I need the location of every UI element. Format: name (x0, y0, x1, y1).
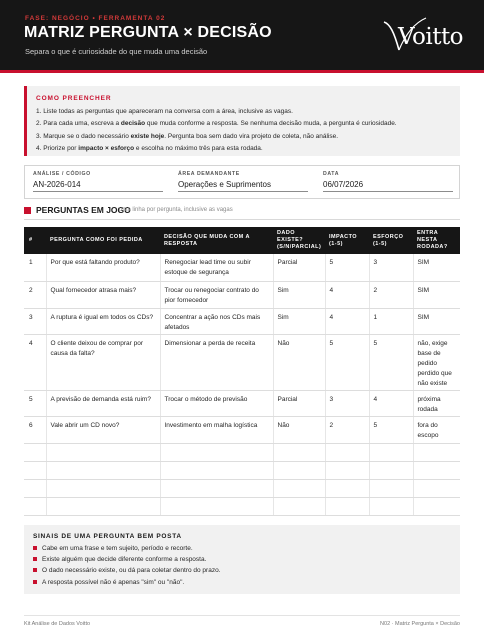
instruction-step: 3. Marque se o dado necessário existe hoje. Pergunta boa sem dado vira projeto de coleta, não análise. (36, 132, 339, 140)
field-label: ÁREA DEMANDANTE (178, 171, 240, 177)
cell-num[interactable]: 4 (24, 334, 46, 390)
cell-decision[interactable]: Trocar o método de previsão (160, 390, 273, 416)
field-value: 06/07/2026 (323, 180, 364, 189)
col-header-impact: IMPACTO (1-5) (325, 227, 369, 254)
cell-effort[interactable]: 4 (369, 390, 413, 416)
page-title: MATRIZ PERGUNTA × DECISÃO (24, 24, 272, 41)
table-header-row (24, 227, 460, 254)
cell-impact[interactable]: 3 (325, 390, 369, 416)
section-marker-icon (24, 207, 31, 214)
cell-question[interactable]: Vale abrir um CD novo? (46, 416, 160, 443)
list-item: Cabe em uma frase e tem sujeito, período e recorte. (33, 543, 221, 554)
cell-decision[interactable]: Concentrar a ação nos CDs mais afetados (160, 308, 273, 334)
field-label: ANÁLISE / CÓDIGO (33, 171, 91, 177)
cell-impact[interactable]: 5 (325, 334, 369, 390)
signs-list (33, 543, 221, 588)
cell-decision[interactable]: Trocar ou renegociar contrato do pior fornecedor (160, 281, 273, 308)
col-header-effort: ESFORÇO (1-5) (369, 227, 413, 254)
instruction-step: 4. Priorize por impacto × esforço e escolha no máximo três para esta rodada. (36, 145, 263, 153)
list-item: A resposta possível não é apenas "sim" ou "não". (33, 577, 221, 588)
col-header-num: # (24, 227, 46, 254)
cell-question[interactable]: A ruptura é igual em todos os CDs? (46, 308, 160, 334)
cell-round[interactable]: SIM (413, 308, 460, 334)
footer-page-ref: N02 · Matriz Pergunta × Decisão (380, 621, 460, 627)
table-row (24, 308, 460, 334)
cell-effort[interactable]: 3 (369, 254, 413, 281)
table-row (24, 281, 460, 308)
cell-impact[interactable]: 4 (325, 308, 369, 334)
instruction-step: 1. Liste todas as perguntas que apareceram na conversa com a área, inclusive as vagas. (36, 108, 293, 115)
footer-divider (24, 615, 460, 616)
square-bullet-icon (33, 557, 37, 561)
cell-effort[interactable]: 2 (369, 281, 413, 308)
cell-data[interactable]: Não (273, 334, 325, 390)
page-subtitle: Separa o que é curiosidade do que muda uma decisão (25, 47, 208, 56)
good-question-signs-panel (24, 525, 460, 594)
cell-effort[interactable]: 5 (369, 416, 413, 443)
voitto-logo (382, 16, 464, 56)
col-header-decision: DECISÃO QUE MUDA COM A RESPOSTA (160, 227, 273, 254)
requesting-area-field[interactable] (170, 166, 315, 198)
cell-num[interactable]: 2 (24, 281, 46, 308)
cell-num[interactable]: 6 (24, 416, 46, 443)
cell-round[interactable]: SIM (413, 254, 460, 281)
cell-effort[interactable]: 1 (369, 308, 413, 334)
phase-kicker: FASE: NEGÓCIO • FERRAMENTA 02 (25, 15, 166, 22)
instructions-panel (24, 86, 460, 156)
date-field[interactable] (315, 166, 460, 198)
cell-impact[interactable]: 4 (325, 281, 369, 308)
col-header-round: ENTRA NESTA RODADA? (413, 227, 460, 254)
field-value: AN-2026-014 (33, 180, 81, 189)
field-underline (33, 191, 163, 192)
instruction-step: 2. Para cada uma, escreva a decisão que muda conforme a resposta. Se nenhuma decisão muda, a pergunta é curiosidade. (36, 120, 397, 128)
cell-decision[interactable]: Renegociar lead time ou subir estoque de segurança (160, 254, 273, 281)
cell-question[interactable]: O cliente deixou de comprar por causa da falta? (46, 334, 160, 390)
cell-impact[interactable]: 2 (325, 416, 369, 443)
cell-num[interactable]: 1 (24, 254, 46, 281)
col-header-data: DADO EXISTE? (S/N/PARCIAL) (273, 227, 325, 254)
logo-wordmark: Voitto (398, 24, 464, 50)
table-row (24, 254, 460, 281)
section-divider (24, 219, 460, 220)
square-bullet-icon (33, 546, 37, 550)
footer-kit-name: Kit Análise de Dados Voitto (24, 621, 91, 627)
cell-round[interactable]: próxima rodada (413, 390, 460, 416)
cell-question[interactable]: Por que está faltando produto? (46, 254, 160, 281)
cell-question[interactable]: Qual fornecedor atrasa mais? (46, 281, 160, 308)
cell-effort[interactable]: 5 (369, 334, 413, 390)
section-subtitle: uma linha por pergunta, inclusive as vagas (119, 207, 233, 213)
cell-round[interactable]: SIM (413, 281, 460, 308)
cell-question[interactable]: A previsão de demanda está ruim? (46, 390, 160, 416)
analysis-fields (24, 165, 460, 199)
instructions-list (36, 106, 397, 156)
square-bullet-icon (33, 580, 37, 584)
field-label: DATA (323, 171, 340, 177)
signs-title: SINAIS DE UMA PERGUNTA BEM POSTA (33, 533, 182, 540)
field-value: Operações e Suprimentos (178, 180, 271, 189)
cell-data[interactable]: Não (273, 416, 325, 443)
cell-decision[interactable]: Investimento em malha logística (160, 416, 273, 443)
empty-table-row[interactable] (24, 443, 460, 461)
cell-impact[interactable]: 5 (325, 254, 369, 281)
table-row (24, 390, 460, 416)
cell-round[interactable]: não, exige base de pedido perdido que não existe (413, 334, 460, 390)
col-header-question: PERGUNTA COMO FOI PEDIDA (46, 227, 160, 254)
cell-data[interactable]: Parcial (273, 254, 325, 281)
list-item: Existe alguém que decide diferente conforme a resposta. (33, 554, 221, 565)
cell-num[interactable]: 5 (24, 390, 46, 416)
square-bullet-icon (33, 568, 37, 572)
cell-data[interactable]: Sim (273, 308, 325, 334)
cell-data[interactable]: Sim (273, 281, 325, 308)
analysis-code-field[interactable] (25, 166, 170, 198)
cell-decision[interactable]: Dimensionar a perda de receita (160, 334, 273, 390)
page-header (0, 0, 484, 70)
empty-table-row[interactable] (24, 497, 460, 515)
table-row (24, 334, 460, 390)
cell-num[interactable]: 3 (24, 308, 46, 334)
question-decision-table (24, 227, 460, 516)
field-underline (178, 191, 308, 192)
field-underline (323, 191, 453, 192)
cell-data[interactable]: Parcial (273, 390, 325, 416)
instructions-title: COMO PREENCHER (36, 95, 112, 102)
section-title: PERGUNTAS EM JOGO (36, 205, 131, 215)
list-item: O dado necessário existe, ou dá para coletar dentro do prazo. (33, 565, 221, 576)
table-row (24, 416, 460, 443)
empty-table-row[interactable] (24, 461, 460, 479)
empty-table-row[interactable] (24, 479, 460, 497)
cell-round[interactable]: fora do escopo (413, 416, 460, 443)
header-accent-stripe (0, 70, 484, 73)
